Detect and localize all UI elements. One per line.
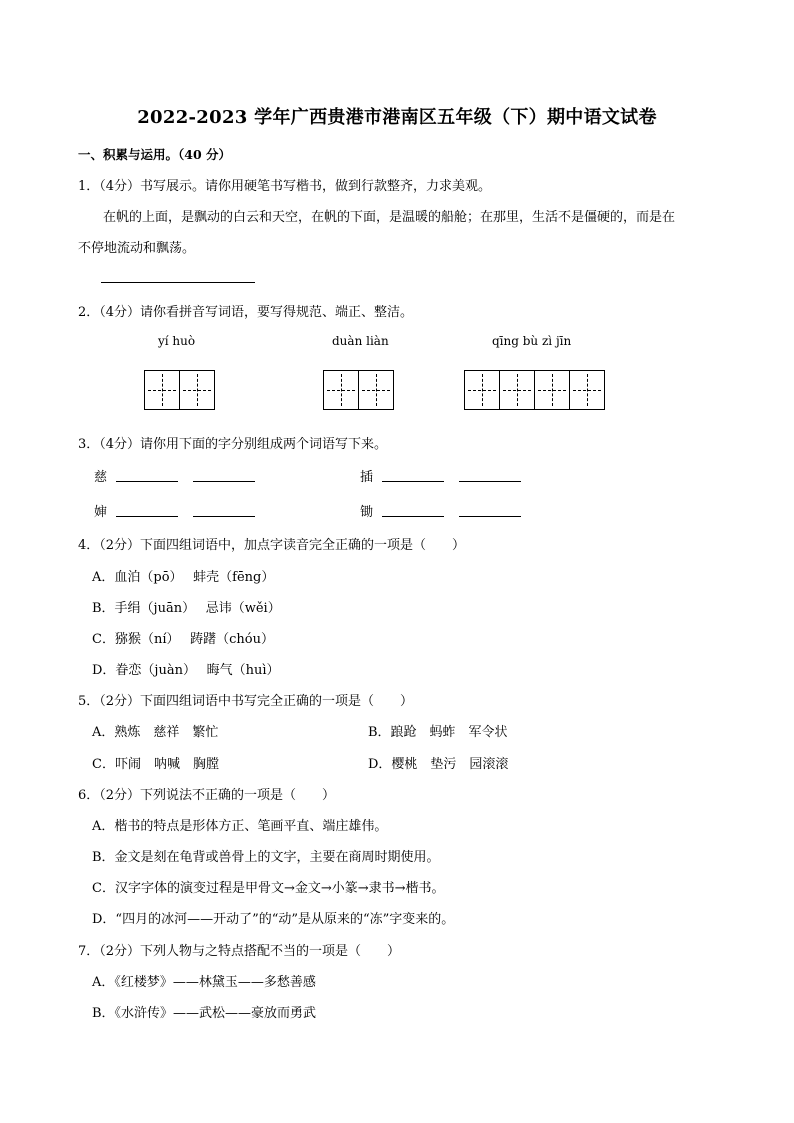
grid-cell[interactable]: [144, 370, 180, 410]
question-6-option-a[interactable]: A．楷书的特点是形体方正、笔画平直、端庄雄伟。: [92, 819, 388, 834]
question-7-option-a[interactable]: A．《红楼梦》——林黛玉——多愁善感: [92, 975, 316, 990]
question-4-stem: 4．（2分）下面四组词语中，加点字读音完全正确的一项是（ ）: [78, 538, 466, 553]
question-7-option-b[interactable]: B．《水浒传》——武松——豪放而勇武: [92, 1006, 317, 1021]
question-5-option-d[interactable]: D．樱桃 垫污 园滚滚: [368, 757, 509, 772]
grid-cell[interactable]: [464, 370, 500, 410]
question-6-option-c[interactable]: C．汉字字体的演变过程是甲骨文→金文→小篆→隶书→楷书。: [92, 881, 445, 896]
question-1-text-line-2: 不停地流动和飘荡。: [78, 241, 196, 256]
grid-cell[interactable]: [569, 370, 605, 410]
answer-line[interactable]: [459, 516, 521, 517]
grid-cell[interactable]: [534, 370, 570, 410]
grid-cell[interactable]: [358, 370, 394, 410]
writing-grid-3[interactable]: [464, 370, 605, 410]
answer-line[interactable]: [193, 481, 255, 482]
writing-grid-1[interactable]: [144, 370, 215, 410]
question-4-option-a[interactable]: A．血泊（pō） 蚌壳（fēng）: [92, 570, 275, 585]
answer-line[interactable]: [459, 481, 521, 482]
char-ci: 慈: [94, 470, 108, 485]
question-5-stem: 5．（2分）下面四组词语中书写完全正确的一项是（ ）: [78, 694, 414, 709]
question-1-text-line-1: 在帆的上面，是飘动的白云和天空，在帆的下面，是温暖的船舱；在那里，生活不是僵硬的，而是在: [103, 210, 676, 225]
answer-line[interactable]: [382, 516, 444, 517]
grid-cell[interactable]: [499, 370, 535, 410]
pinyin-3: qīng bù zì jīn: [492, 334, 572, 348]
question-6-option-b[interactable]: B．金文是刻在龟背或兽骨上的文字，主要在商周时期使用。: [92, 850, 440, 865]
char-chu: 锄: [360, 505, 374, 520]
char-cha: 插: [360, 470, 374, 485]
question-5-option-a[interactable]: A．熟炼 慈祥 繁忙: [92, 725, 219, 740]
grid-cell[interactable]: [323, 370, 359, 410]
question-2-stem: 2．（4分）请你看拼音写词语，要写得规范、端正、整洁。: [78, 305, 414, 320]
pinyin-2: duàn liàn: [332, 334, 389, 348]
section-heading: 一、积累与运用。（40 分）: [78, 147, 231, 162]
question-5-option-c[interactable]: C．吓闹 呐喊 胸膛: [92, 757, 219, 772]
question-1-answer-line[interactable]: [101, 282, 255, 283]
question-3-stem: 3．（4分）请你用下面的字分别组成两个词语写下来。: [78, 437, 388, 452]
answer-line[interactable]: [116, 516, 178, 517]
question-6-stem: 6．（2分）下列说法不正确的一项是（ ）: [78, 788, 336, 803]
question-7-stem: 7．（2分）下列人物与之特点搭配不当的一项是（ ）: [78, 944, 401, 959]
pinyin-1: yí huò: [158, 334, 196, 348]
question-4-option-c[interactable]: C．猕猴（ní） 踌躇（chóu）: [92, 632, 274, 647]
answer-line[interactable]: [382, 481, 444, 482]
grid-cell[interactable]: [179, 370, 215, 410]
answer-line[interactable]: [193, 516, 255, 517]
char-shen: 婶: [94, 505, 108, 520]
question-5-option-b[interactable]: B．踉跄 蚂蚱 军令状: [368, 725, 508, 740]
answer-line[interactable]: [116, 481, 178, 482]
writing-grid-2[interactable]: [323, 370, 394, 410]
page-title: 2022-2023 学年广西贵港市港南区五年级（下）期中语文试卷: [137, 107, 657, 128]
question-1-stem: 1．（4分）书写展示。请你用硬笔书写楷书，做到行款整齐，力求美观。: [78, 179, 492, 194]
question-4-option-b[interactable]: B．手绢（juān） 忌讳（wěi）: [92, 601, 281, 616]
question-4-option-d[interactable]: D．眷恋（juàn） 晦气（huì）: [92, 663, 280, 678]
question-6-option-d[interactable]: D．“四月的冰河——开动了”的“动”是从原来的“冻”字变来的。: [92, 912, 455, 927]
